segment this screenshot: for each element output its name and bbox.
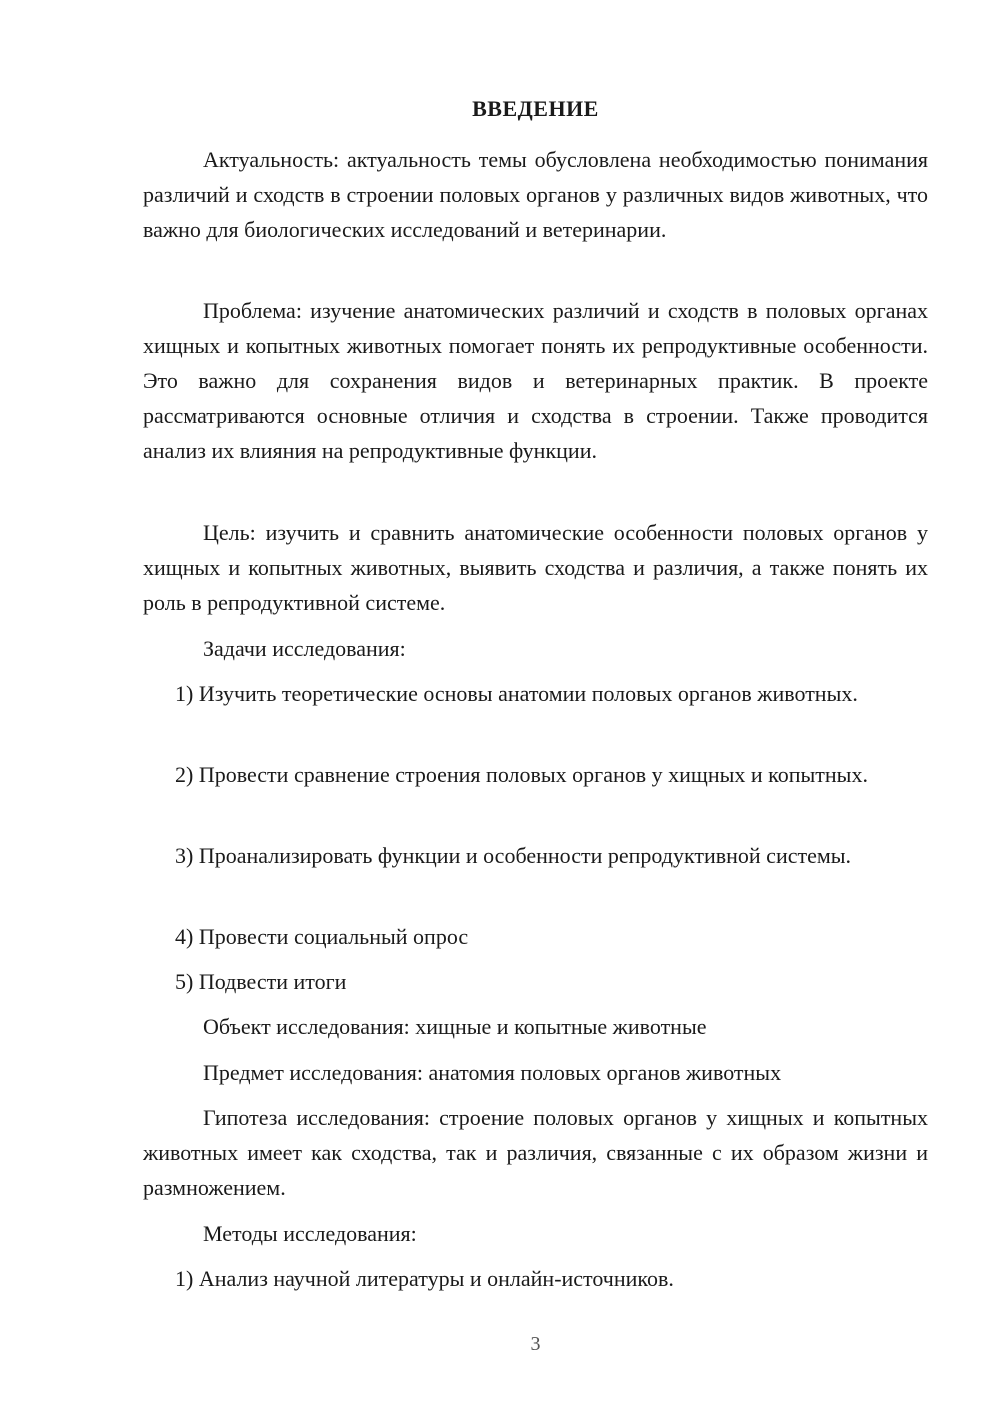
task-item-4: 4) Провести социальный опрос bbox=[175, 924, 469, 949]
task-item-1: 1) Изучить теоретические основы анатомии половых органов животных. bbox=[175, 681, 858, 706]
tasks-title: Задачи исследования: bbox=[203, 636, 406, 661]
object-paragraph: Объект исследования: хищные и копытные животные bbox=[203, 1014, 707, 1039]
subject-paragraph: Предмет исследования: анатомия половых органов животных bbox=[203, 1060, 782, 1085]
task-item-5: 5) Подвести итоги bbox=[175, 969, 347, 994]
methods-title: Методы исследования: bbox=[203, 1221, 417, 1246]
method-item-1: 1) Анализ научной литературы и онлайн-источников. bbox=[175, 1266, 674, 1291]
task-item-2: 2) Провести сравнение строения половых органов у хищных и копытных. bbox=[175, 762, 868, 787]
page-title: ВВЕДЕНИЕ bbox=[472, 96, 599, 121]
relevance-paragraph: Актуальность: актуальность темы обусловлена необходимостью понимания различий и сходств в строении половых органов у различных видов животных, что важно для биологических исследований и ветеринарии. bbox=[143, 147, 928, 242]
document-page bbox=[143, 0, 928, 1414]
hypothesis-paragraph: Гипотеза исследования: строение половых органов у хищных и копытных животных имеет как сходства, так и различия, связанные с их образом жизни и размножением. bbox=[143, 1105, 928, 1200]
goal-paragraph: Цель: изучить и сравнить анатомические особенности половых органов у хищных и копытных животных, выявить сходства и различия, а также понять их роль в репродуктивной системе. bbox=[143, 520, 928, 615]
page-number: 3 bbox=[530, 1333, 541, 1355]
task-item-3: 3) Проанализировать функции и особенности репродуктивной системы. bbox=[175, 843, 852, 868]
problem-paragraph: Проблема: изучение анатомических различий и сходств в половых органах хищных и копытных животных помогает понять их репродуктивные особенности. Это важно для сохранения видов и ветеринарных практик. В проекте рассматриваются основные отличия и сходства в строении. Также проводится анализ их влияния на репродуктивные функции. bbox=[143, 298, 928, 463]
